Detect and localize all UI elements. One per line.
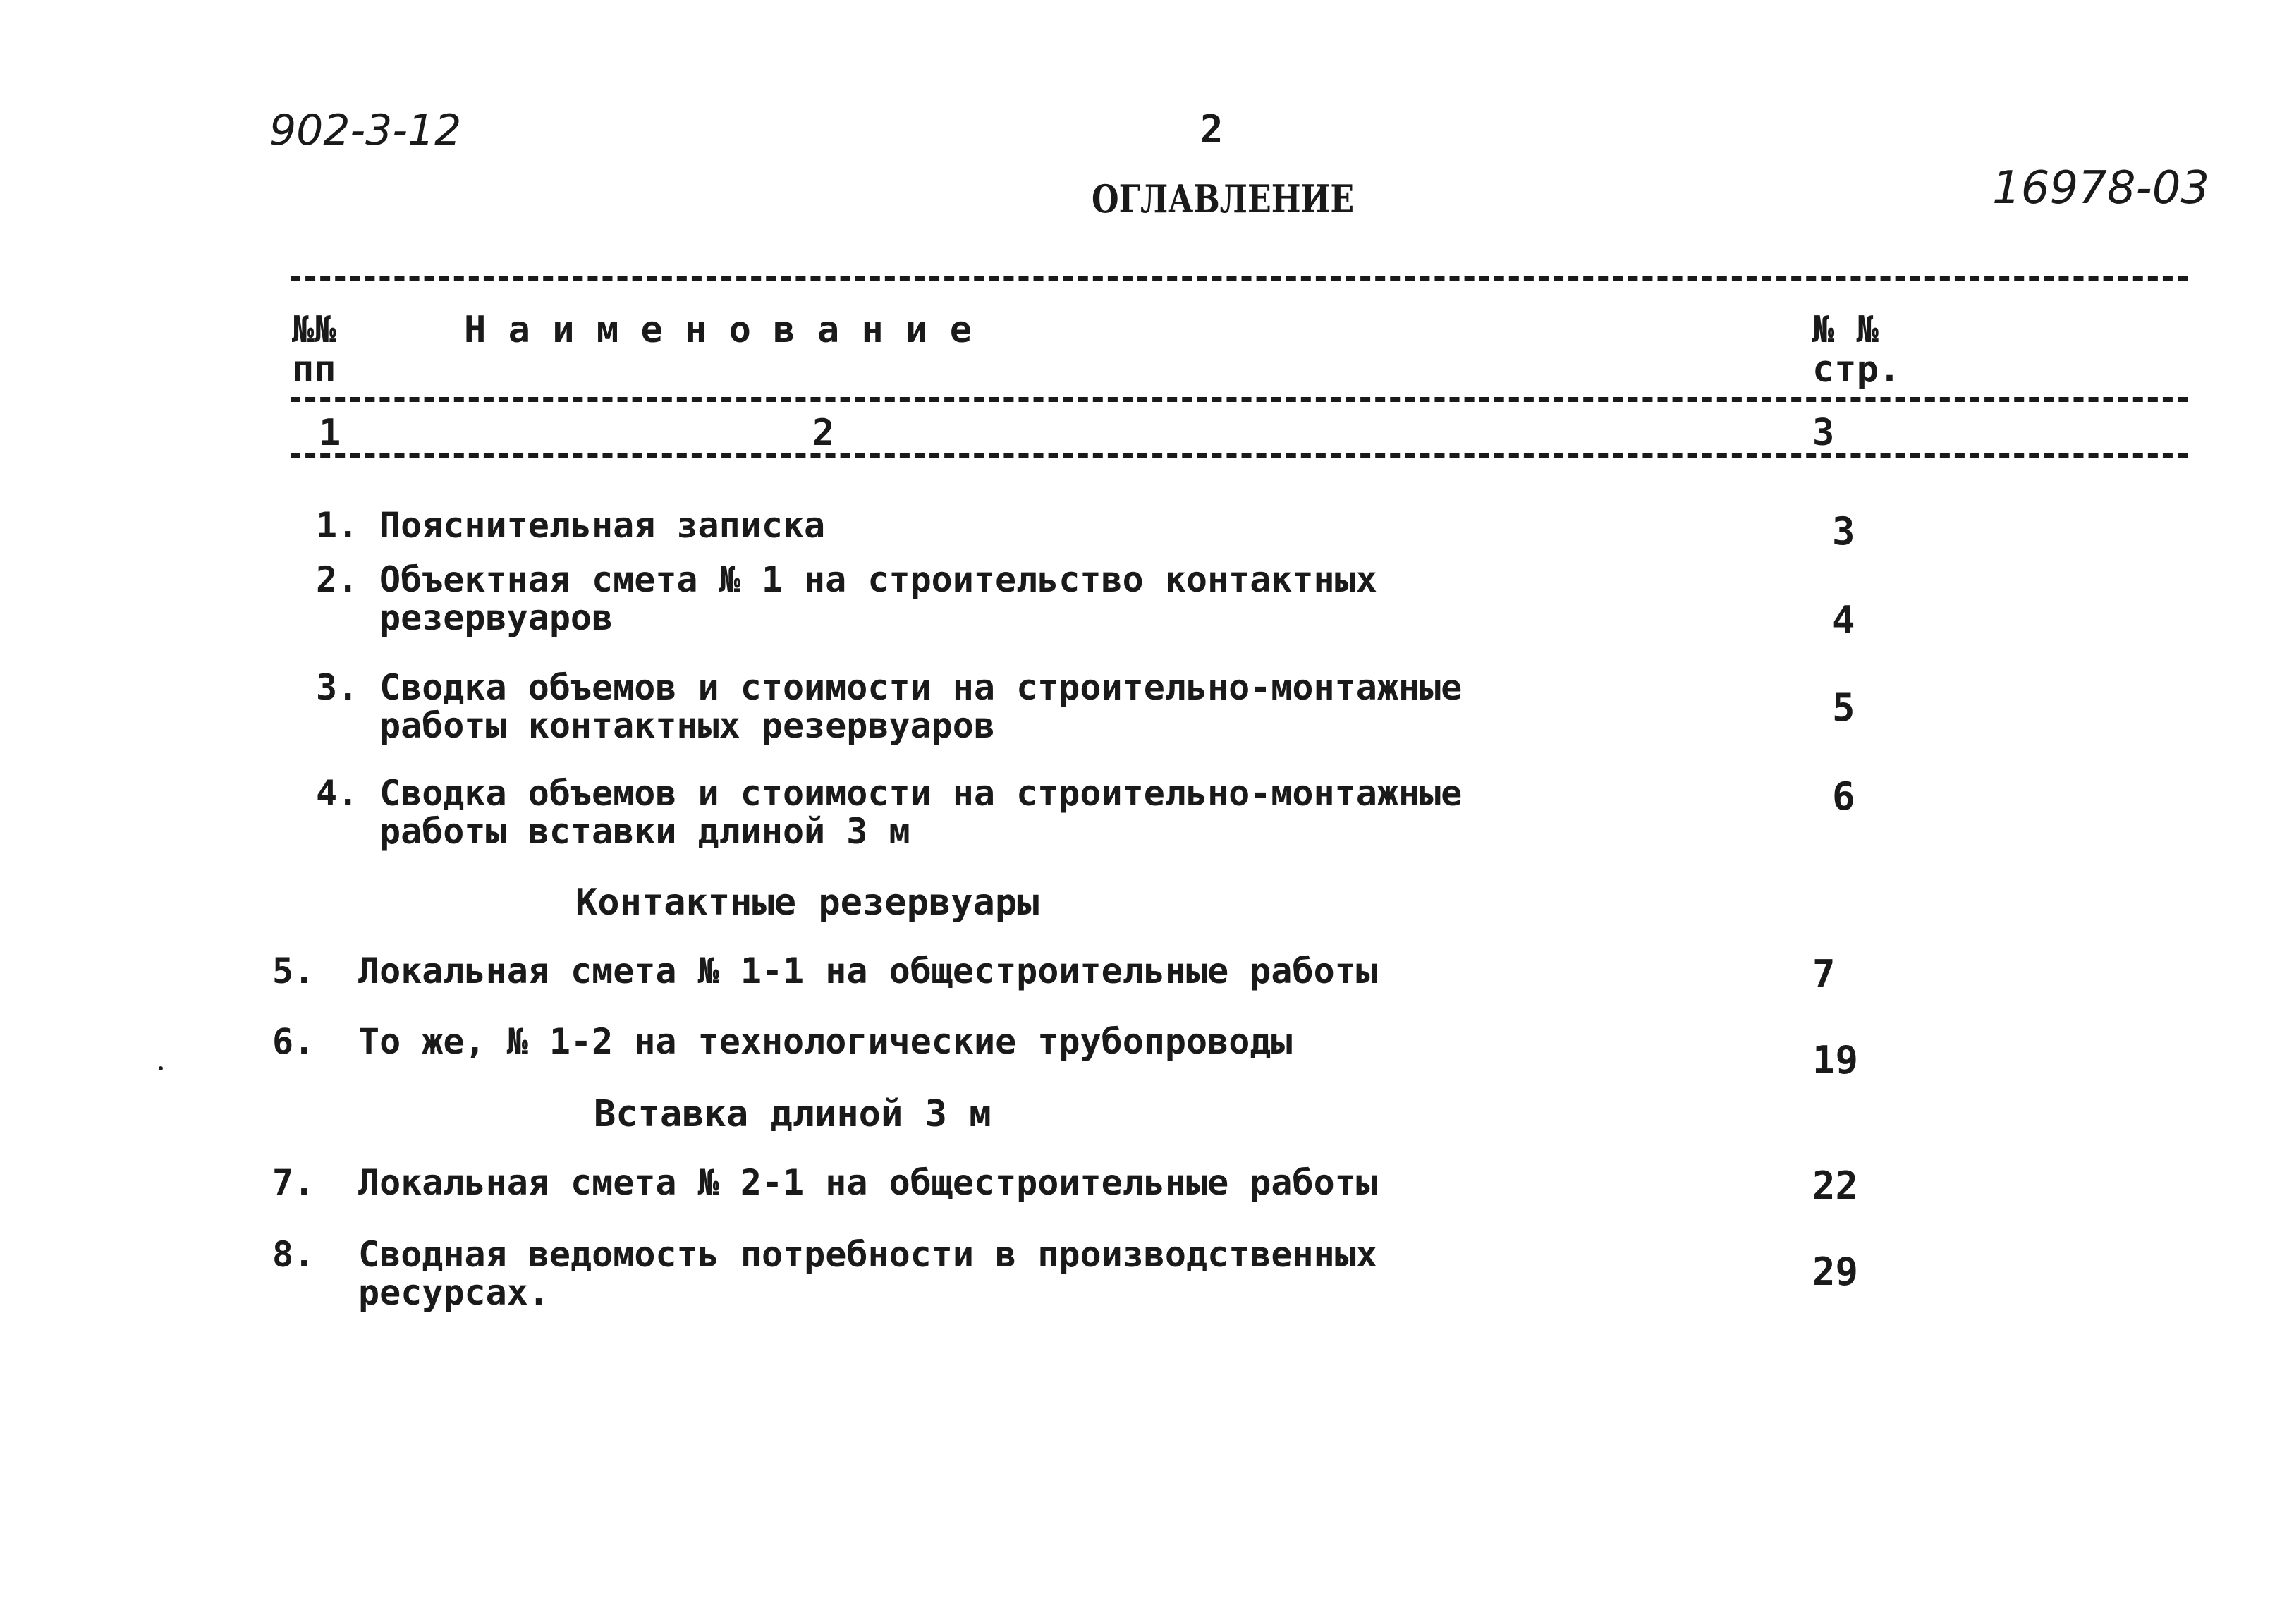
page-title: ОГЛАВЛЕНИЕ	[1092, 176, 1355, 221]
document-code: 902-3-12	[269, 106, 462, 155]
header-rule-middle	[291, 397, 2188, 402]
archive-number: 16978-03	[1992, 162, 2210, 214]
toc-entry-page: 22	[1812, 1164, 1859, 1208]
toc-entry-number: 4.	[316, 773, 359, 814]
page-number: 2	[1200, 107, 1224, 152]
toc-entry-title: Сводка объемов и стоимости на строительно-монтажные работы контактных резервуаров	[379, 667, 1463, 746]
section-heading: Вставка длиной 3 м	[594, 1093, 991, 1135]
header-rule-top	[291, 276, 2188, 281]
toc-entry-page: 5	[1832, 685, 1855, 730]
section-heading: Контактные резервуары	[575, 881, 1039, 924]
column-header-number: №№ пп	[292, 309, 336, 391]
toc-entry-page: 29	[1812, 1250, 1859, 1294]
toc-entry-number: 7.	[272, 1162, 315, 1203]
toc-entry-number: 1.	[316, 505, 359, 546]
header-rule-bottom	[291, 453, 2188, 458]
toc-entry-number: 6.	[272, 1021, 315, 1062]
toc-entry-number: 5.	[272, 951, 315, 991]
toc-entry-page: 19	[1812, 1038, 1859, 1082]
column-header-page: № № стр.	[1812, 309, 1901, 391]
toc-entry-number: 3.	[316, 667, 359, 708]
toc-entry-title: Объектная смета № 1 на строительство контактных резервуаров	[379, 559, 1377, 638]
toc-entry-number: 2.	[316, 559, 359, 600]
column-index-1: 1	[319, 412, 341, 454]
toc-entry-title: Локальная смета № 1-1 на общестроительные работы	[358, 951, 1377, 991]
toc-entry-page: 3	[1832, 509, 1855, 554]
toc-entry-title: Сводная ведомость потребности в производственных ресурсах.	[358, 1234, 1377, 1313]
scan-speck	[159, 1066, 163, 1070]
column-header-name: Н а и м е н о в а н и е	[464, 309, 972, 351]
toc-entry-page: 7	[1812, 952, 1836, 996]
toc-entry-title: Сводка объемов и стоимости на строительно-монтажные работы вставки длиной 3 м	[379, 773, 1463, 852]
column-index-2: 2	[812, 412, 835, 454]
toc-entry-title: Локальная смета № 2-1 на общестроительные работы	[358, 1162, 1377, 1203]
toc-entry-number: 8.	[272, 1234, 315, 1275]
toc-entry-title: То же, № 1-2 на технологические трубопроводы	[358, 1021, 1293, 1062]
toc-entry-page: 4	[1832, 598, 1855, 642]
column-index-3: 3	[1812, 412, 1835, 454]
toc-entry-title: Пояснительная записка	[379, 505, 826, 546]
toc-entry-page: 6	[1832, 774, 1855, 819]
